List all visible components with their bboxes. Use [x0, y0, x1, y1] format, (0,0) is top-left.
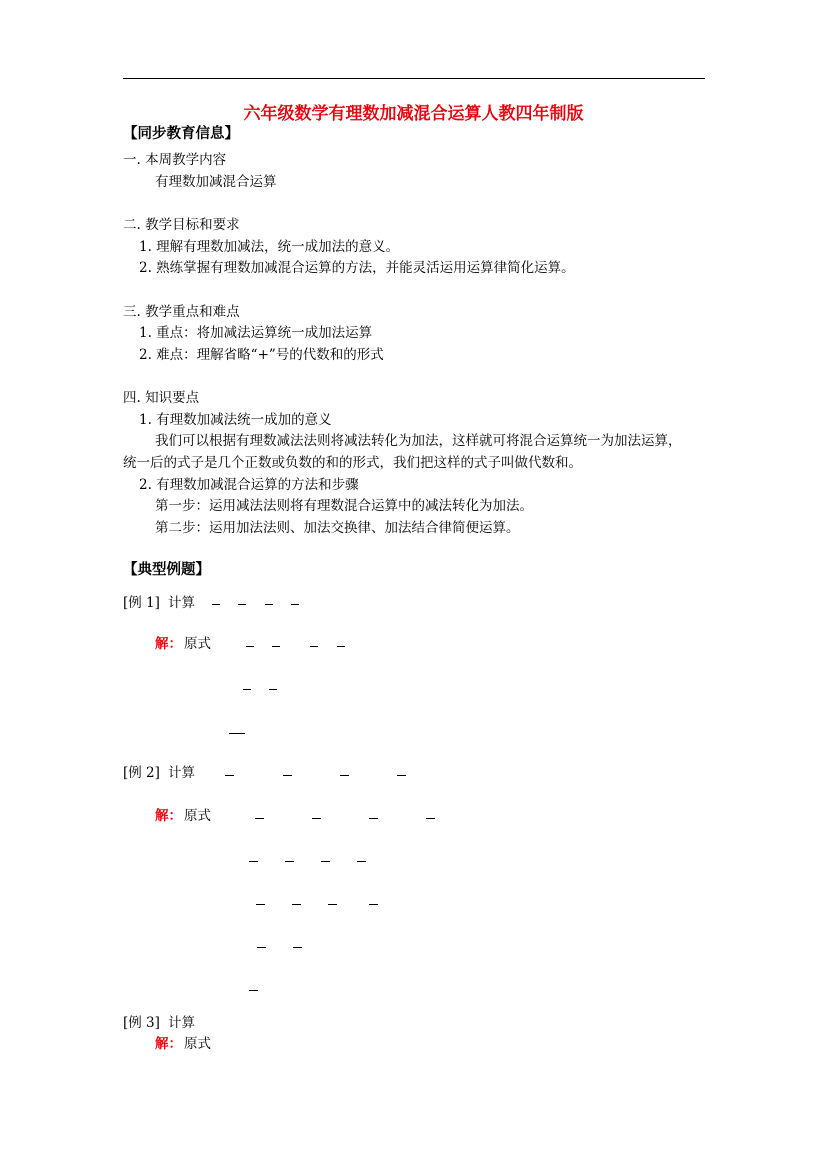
fraction-bar — [212, 604, 220, 605]
example-1-original-expression: 原式 — [184, 636, 211, 652]
fraction-bar — [292, 904, 301, 905]
example-3-label: [例 3] — [123, 1015, 160, 1031]
fraction-bar — [246, 646, 254, 647]
fraction-bar — [283, 775, 292, 776]
section-4-step-2: 第二步：运用加法法则、加法交换律、加法结合律简便运算。 — [155, 520, 520, 536]
fraction-bar — [369, 904, 378, 905]
fraction-bar — [249, 861, 258, 862]
fraction-bar — [357, 861, 366, 862]
fraction-bar — [369, 818, 378, 819]
fraction-bar — [225, 775, 234, 776]
fraction-bar — [310, 646, 318, 647]
header-rule — [123, 78, 705, 79]
example-1-label: [例 1] — [123, 595, 160, 611]
section-3-heading: 三. 教学重点和难点 — [123, 304, 240, 320]
section-1-heading: 一. 本周教学内容 — [123, 152, 227, 168]
example-2-solution-label: 解： — [155, 808, 182, 824]
example-2-original-expression: 原式 — [184, 808, 211, 824]
example-3-original-expression: 原式 — [184, 1036, 211, 1052]
fraction-bar — [265, 604, 273, 605]
fraction-bar — [256, 904, 265, 905]
fraction-bar — [269, 689, 277, 690]
example-3-compute: 计算 — [168, 1015, 195, 1031]
section-2-heading: 二. 教学目标和要求 — [123, 217, 240, 233]
section-2-item-1: 1. 理解有理数加减法，统一成加法的意义。 — [139, 239, 400, 255]
fraction-bar — [397, 775, 406, 776]
section-3-item-1: 1. 重点：将加减法运算统一成加法运算 — [139, 325, 373, 341]
document-title: 六年级数学有理数加减混合运算人教四年制版 — [243, 104, 584, 124]
fraction-bar — [272, 646, 280, 647]
sync-info-header: 【同步教育信息】 — [123, 125, 239, 142]
examples-header: 【典型例题】 — [123, 561, 210, 578]
section-4-item-1: 1. 有理数加减法统一成加的意义 — [139, 412, 332, 428]
example-2-label: [例 2] — [123, 765, 160, 781]
fraction-bar — [328, 904, 337, 905]
example-1-solution-label: 解： — [155, 636, 182, 652]
section-2-item-2: 2. 熟练掌握有理数加减混合运算的方法，并能灵活运用运算律简化运算。 — [139, 260, 575, 276]
section-4-paragraph-line-1: 我们可以根据有理数减法法则将减法转化为加法，这样就可将混合运算统一为加法运算， — [155, 433, 682, 449]
fraction-bar — [229, 733, 245, 734]
section-1-content: 有理数加减混合运算 — [155, 174, 277, 190]
fraction-bar — [337, 646, 345, 647]
fraction-bar — [291, 604, 299, 605]
fraction-bar — [238, 604, 246, 605]
fraction-bar — [321, 861, 330, 862]
fraction-bar — [257, 947, 266, 948]
fraction-bar — [340, 775, 349, 776]
fraction-bar — [285, 861, 294, 862]
section-3-item-2: 2. 难点：理解省略“+”号的代数和的形式 — [139, 347, 384, 363]
example-3-solution-label: 解： — [155, 1036, 182, 1052]
section-4-paragraph-line-2: 统一后的式子是几个正数或负数的和的形式，我们把这样的式子叫做代数和。 — [123, 455, 582, 471]
section-4-item-2: 2. 有理数加减混合运算的方法和步骤 — [139, 477, 359, 493]
fraction-bar — [243, 689, 251, 690]
section-4-step-1: 第一步：运用减法法则将有理数混合运算中的减法转化为加法。 — [155, 498, 533, 514]
example-1-compute: 计算 — [168, 595, 195, 611]
example-2-compute: 计算 — [168, 765, 195, 781]
fraction-bar — [426, 818, 435, 819]
fraction-bar — [312, 818, 321, 819]
fraction-bar — [293, 947, 302, 948]
section-4-heading: 四. 知识要点 — [123, 390, 200, 406]
fraction-bar — [255, 818, 264, 819]
fraction-bar — [249, 990, 258, 991]
